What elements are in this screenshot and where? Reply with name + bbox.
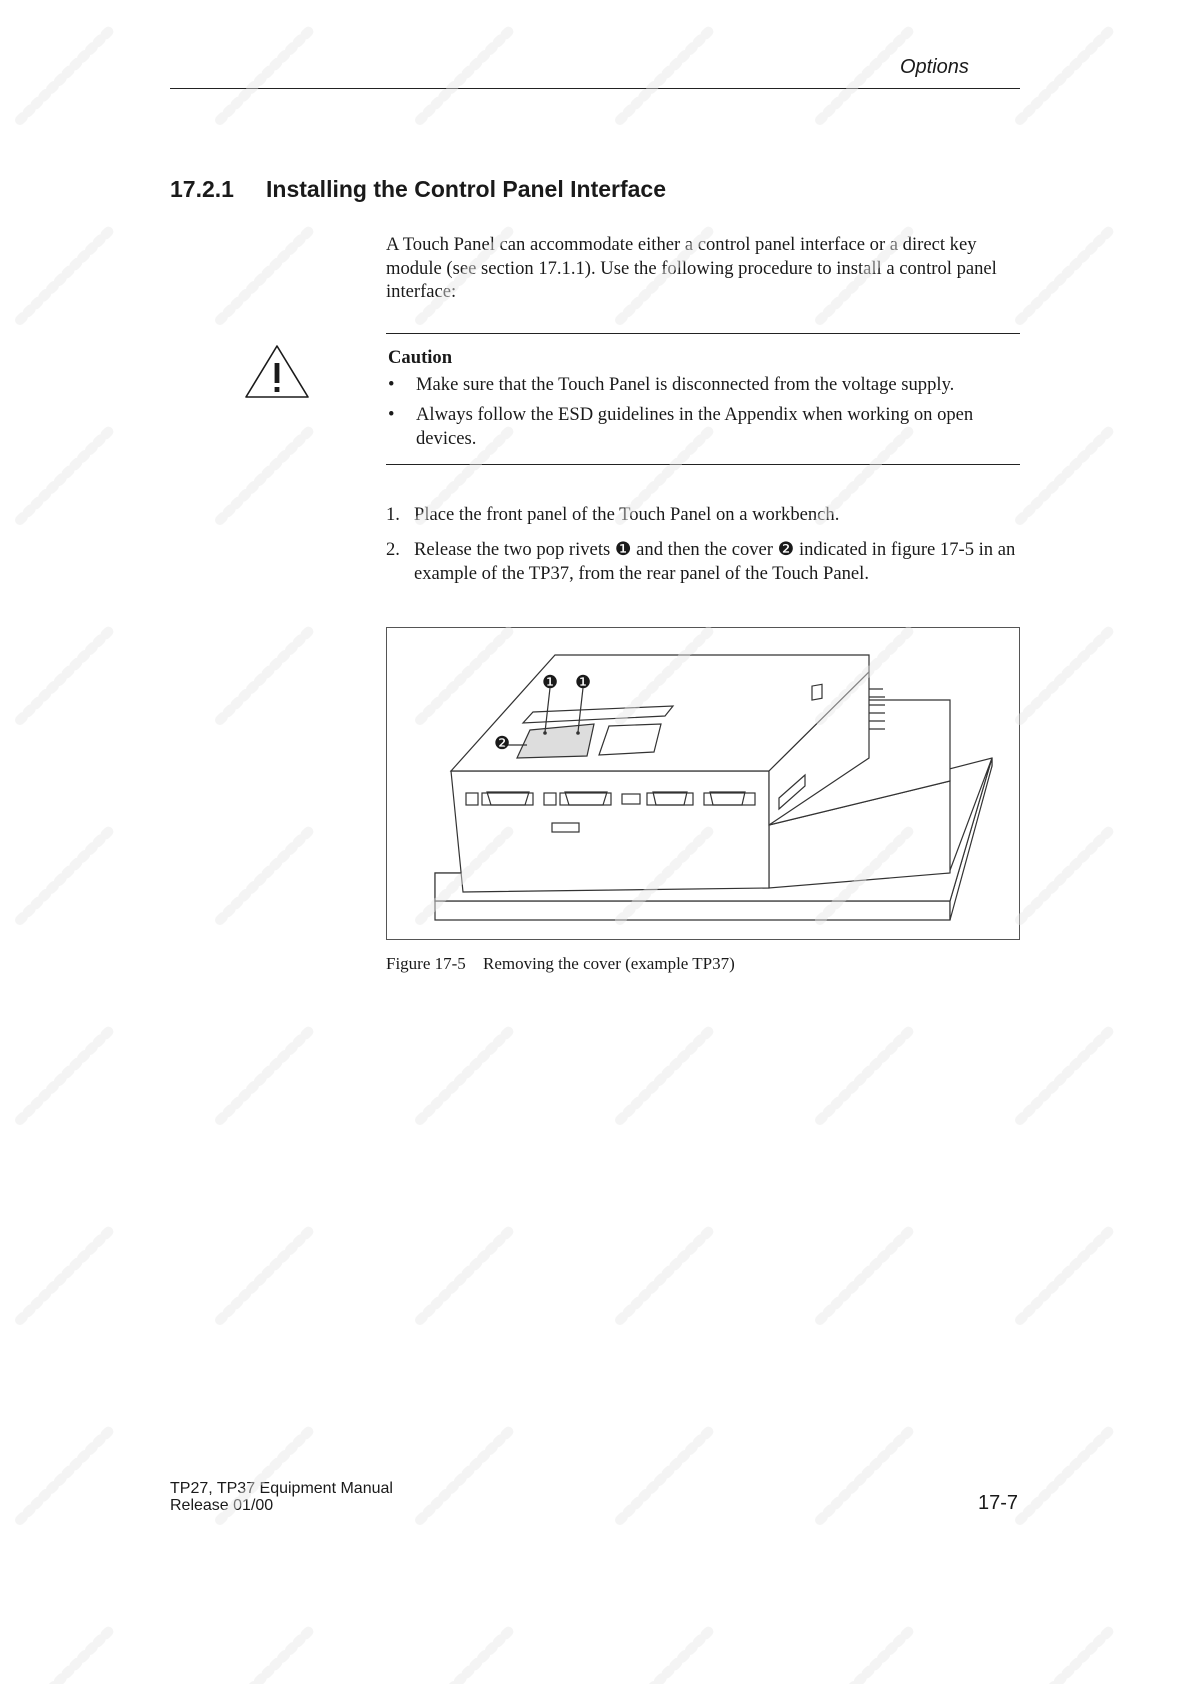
page-number: 17-7 [978,1492,1019,1514]
figure-caption [386,954,735,974]
step-text: Place the front panel of the Touch Panel on a workbench. [414,504,840,525]
figure-caption-text: Removing the cover (example TP37) [483,954,735,973]
caution-list [388,373,1024,457]
footer-manual-info [170,1480,393,1514]
intro-paragraph: A Touch Panel can accommodate either a control panel interface or a direct key module (see section 17.1.1). Use the following procedure to install a control panel interface: [386,234,997,302]
caution-title: Caution [388,347,453,368]
footer-release: Release 01/00 [170,1497,274,1514]
caution-item [388,373,1024,397]
section-title: Installing the Control Panel Interface [266,176,667,202]
header-section-title: Options [900,56,969,78]
rivet-callout-right: ❶ [575,672,592,692]
section-heading [170,176,666,203]
cover-callout: ❷ [494,733,511,753]
step-text: Release the two pop rivets ❶ and then the cover ❷ indicated in figure 17-5 in an example of the TP37, from the rear panel of the Touch Panel. [414,539,1016,584]
procedure-step [386,538,1022,586]
caution-bottom-rule [386,464,1020,465]
procedure-steps [386,503,1022,597]
caution-item-text: Make sure that the Touch Panel is disconnected from the voltage supply. [416,374,955,395]
header-rule [170,88,1020,89]
bullet-icon: • [388,404,395,425]
section-number: 17.2.1 [170,176,234,202]
step-number: 2. [386,539,400,560]
bullet-icon: • [388,374,395,395]
warning-triangle-icon [244,344,310,400]
caution-item [388,403,1024,451]
figure-label: Figure 17-5 [386,954,466,973]
caution-top-rule [386,333,1020,334]
figure-frame [386,627,1020,940]
rivet-callout-left: ❶ [542,672,559,692]
step-number: 1. [386,504,400,525]
procedure-step [386,503,1022,527]
footer-manual-title: TP27, TP37 Equipment Manual [170,1480,393,1497]
caution-item-text: Always follow the ESD guidelines in the Appendix when working on open devices. [416,404,974,449]
touch-panel-rear-illustration [387,628,1019,939]
